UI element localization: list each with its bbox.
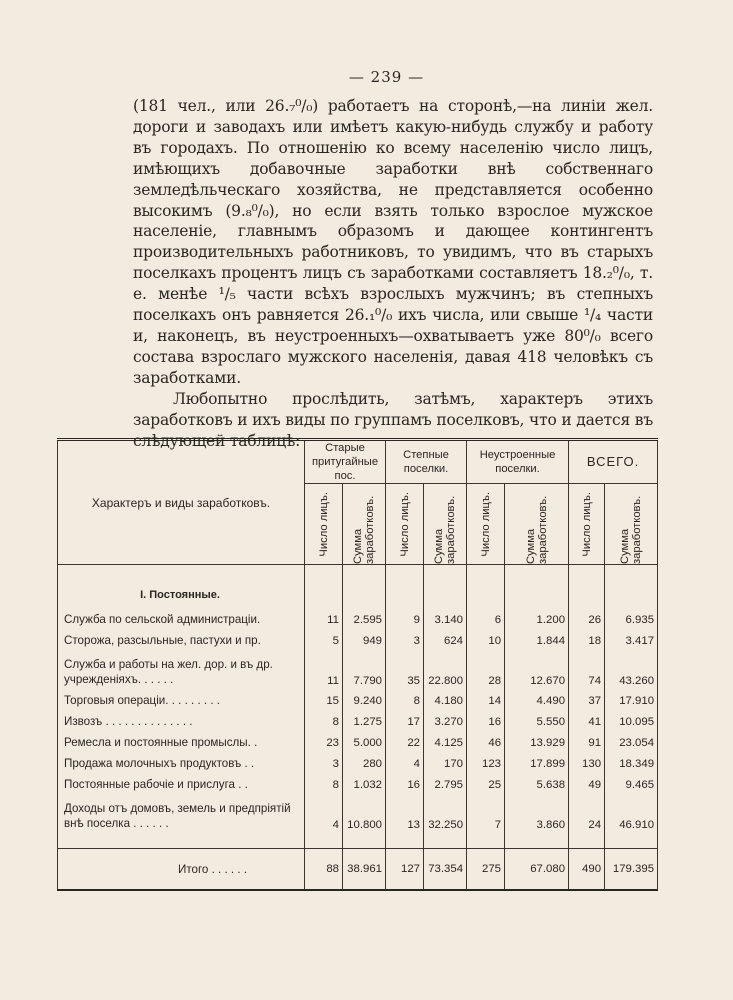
sum-cell: 5.000: [343, 732, 386, 753]
body-text: [133, 96, 653, 451]
sum-cell: 624: [424, 630, 467, 651]
sum-cell: 32.250: [424, 795, 467, 834]
count-cell: 23: [305, 732, 343, 753]
sum-cell: 22.800: [424, 651, 467, 690]
count-cell: 4: [386, 753, 424, 774]
table-row: [58, 651, 658, 690]
group-header: Старые притугайные пос.: [305, 440, 386, 484]
table-row: [58, 609, 658, 630]
subheader-count: Число лицъ.: [580, 491, 593, 557]
count-cell: 35: [386, 651, 424, 690]
table-row: [58, 753, 658, 774]
sum-cell: 67.080: [505, 849, 569, 891]
group-header: Степные поселки.: [386, 440, 467, 484]
count-cell: 15: [305, 690, 343, 711]
sum-cell: 2.595: [343, 609, 386, 630]
count-cell: 4: [305, 795, 343, 834]
sum-cell: 5.638: [505, 774, 569, 795]
count-cell: 130: [569, 753, 605, 774]
count-cell: 16: [467, 711, 505, 732]
sum-cell: 179.395: [605, 849, 658, 891]
count-cell: 17: [386, 711, 424, 732]
page-number: — 239 —: [348, 68, 425, 86]
subheader-count: Число лицъ.: [479, 491, 492, 557]
sum-cell: 1.200: [505, 609, 569, 630]
count-cell: 127: [386, 849, 424, 891]
count-cell: 24: [569, 795, 605, 834]
count-cell: 49: [569, 774, 605, 795]
sum-cell: 3.140: [424, 609, 467, 630]
row-label: Продажа молочныхъ продуктовъ . .: [58, 753, 305, 774]
count-cell: 37: [569, 690, 605, 711]
sum-cell: 3.860: [505, 795, 569, 834]
table-row: [58, 795, 658, 834]
table-row: [58, 690, 658, 711]
sum-cell: 18.349: [605, 753, 658, 774]
row-label: Доходы отъ домовъ, земель и предпріятій внѣ поселка . . . . . .: [58, 795, 305, 834]
group-header: Неустроенные поселки.: [467, 440, 569, 484]
sum-cell: 1.032: [343, 774, 386, 795]
table-row: [58, 774, 658, 795]
sum-cell: 10.800: [343, 795, 386, 834]
sum-cell: 6.935: [605, 609, 658, 630]
table-row: [58, 711, 658, 732]
count-cell: 22: [386, 732, 424, 753]
row-label: Сторожа, разсыльные, пастухи и пр.: [58, 630, 305, 651]
row-label: Служба и работы на жел. дор. и въ др. учрежденіяхъ. . . . . .: [58, 651, 305, 690]
count-cell: 13: [386, 795, 424, 834]
sum-cell: 17.899: [505, 753, 569, 774]
sum-cell: 10.095: [605, 711, 658, 732]
count-cell: 11: [305, 609, 343, 630]
count-cell: 91: [569, 732, 605, 753]
sum-cell: 13.929: [505, 732, 569, 753]
subheader-count: Число лицъ.: [398, 491, 411, 557]
count-cell: 16: [386, 774, 424, 795]
count-cell: 9: [386, 609, 424, 630]
count-cell: 18: [569, 630, 605, 651]
count-cell: 3: [305, 753, 343, 774]
sum-cell: 4.180: [424, 690, 467, 711]
paragraph: (181 чел., или 26.₇⁰/₀) работаетъ на сторонѣ,—на линіи жел. дороги и заводахъ или имѣетъ какую-нибудь службу и работу въ городахъ. По отношенію ко всему населенію число лицъ, имѣющихъ добавочные заработки внѣ собственнаго земледѣльческаго хозяйства, не представляется особенно высокимъ (9.₈⁰/₀), но если взять только взрослое мужское населеніе, главнымъ образомъ и дающее контингентъ производительныхъ работниковъ, то увидимъ, что въ старыхъ поселкахъ процентъ лицъ съ заработками составляетъ 18.₂⁰/₀, т. е. менѣе ¹/₅ части всѣхъ взрослыхъ мужчинъ; въ степныхъ поселкахъ онъ равняется 26.₁⁰/₀ ихъ числа, или свыше ¹/₄ части и, наконецъ, въ неустроенныхъ—охватываетъ уже 80⁰/₀ всего состава взрослаго мужского населенія, давая 418 человѣкъ съ заработками.: [133, 97, 653, 387]
sum-cell: 12.670: [505, 651, 569, 690]
sum-cell: 5.550: [505, 711, 569, 732]
sum-cell: 4.125: [424, 732, 467, 753]
count-cell: 5: [305, 630, 343, 651]
subheader-sum: Сумма заработковъ.: [433, 495, 458, 564]
sum-cell: 3.417: [605, 630, 658, 651]
count-cell: 275: [467, 849, 505, 891]
sum-cell: 17.910: [605, 690, 658, 711]
sum-cell: 9.240: [343, 690, 386, 711]
sum-cell: 3.270: [424, 711, 467, 732]
count-cell: 8: [305, 774, 343, 795]
section-title: I. Постоянные.: [58, 565, 305, 610]
subheader-sum: Сумма заработковъ.: [619, 495, 644, 564]
row-label: Ремесла и постоянные промыслы. .: [58, 732, 305, 753]
count-cell: 88: [305, 849, 343, 891]
sum-cell: 23.054: [605, 732, 658, 753]
count-cell: 14: [467, 690, 505, 711]
sum-cell: 4.490: [505, 690, 569, 711]
earnings-table: [57, 438, 658, 891]
subheader-sum: Сумма заработковъ.: [524, 495, 549, 564]
count-cell: 490: [569, 849, 605, 891]
sum-cell: 73.354: [424, 849, 467, 891]
row-label: Торговыя операціи. . . . . . . . .: [58, 690, 305, 711]
sum-cell: 1.275: [343, 711, 386, 732]
count-cell: 8: [386, 690, 424, 711]
row-label: Постоянные рабочіе и прислуга . .: [58, 774, 305, 795]
sum-cell: 43.260: [605, 651, 658, 690]
sum-cell: 2.795: [424, 774, 467, 795]
count-cell: 26: [569, 609, 605, 630]
sum-cell: 170: [424, 753, 467, 774]
row-label: Извозъ . . . . . . . . . . . . . .: [58, 711, 305, 732]
sum-cell: 7.790: [343, 651, 386, 690]
count-cell: 28: [467, 651, 505, 690]
count-cell: 123: [467, 753, 505, 774]
table-row: [58, 630, 658, 651]
count-cell: 6: [467, 609, 505, 630]
count-cell: 74: [569, 651, 605, 690]
column-header-character: Характеръ и виды заработковъ.: [58, 440, 305, 565]
group-header: ВСЕГО.: [569, 440, 658, 484]
sum-cell: 38.961: [343, 849, 386, 891]
count-cell: 8: [305, 711, 343, 732]
total-row: [58, 849, 658, 891]
count-cell: 11: [305, 651, 343, 690]
subheader-count: Число лицъ.: [317, 491, 330, 557]
row-label: Служба по сельской администраціи.: [58, 609, 305, 630]
sum-cell: 46.910: [605, 795, 658, 834]
count-cell: 25: [467, 774, 505, 795]
paragraph: Любопытно прослѣдить, затѣмъ, характеръ этихъ заработковъ и ихъ виды по группамъ поселковъ, что и дается въ слѣдующей таблицѣ:: [133, 389, 653, 450]
count-cell: 10: [467, 630, 505, 651]
subheader-sum: Сумма заработковъ.: [352, 495, 376, 564]
row-label: Итого . . . . . .: [58, 849, 305, 891]
sum-cell: 949: [343, 630, 386, 651]
table-row: [58, 732, 658, 753]
sum-cell: 9.465: [605, 774, 658, 795]
count-cell: 41: [569, 711, 605, 732]
count-cell: 3: [386, 630, 424, 651]
sum-cell: 280: [343, 753, 386, 774]
count-cell: 46: [467, 732, 505, 753]
sum-cell: 1.844: [505, 630, 569, 651]
count-cell: 7: [467, 795, 505, 834]
